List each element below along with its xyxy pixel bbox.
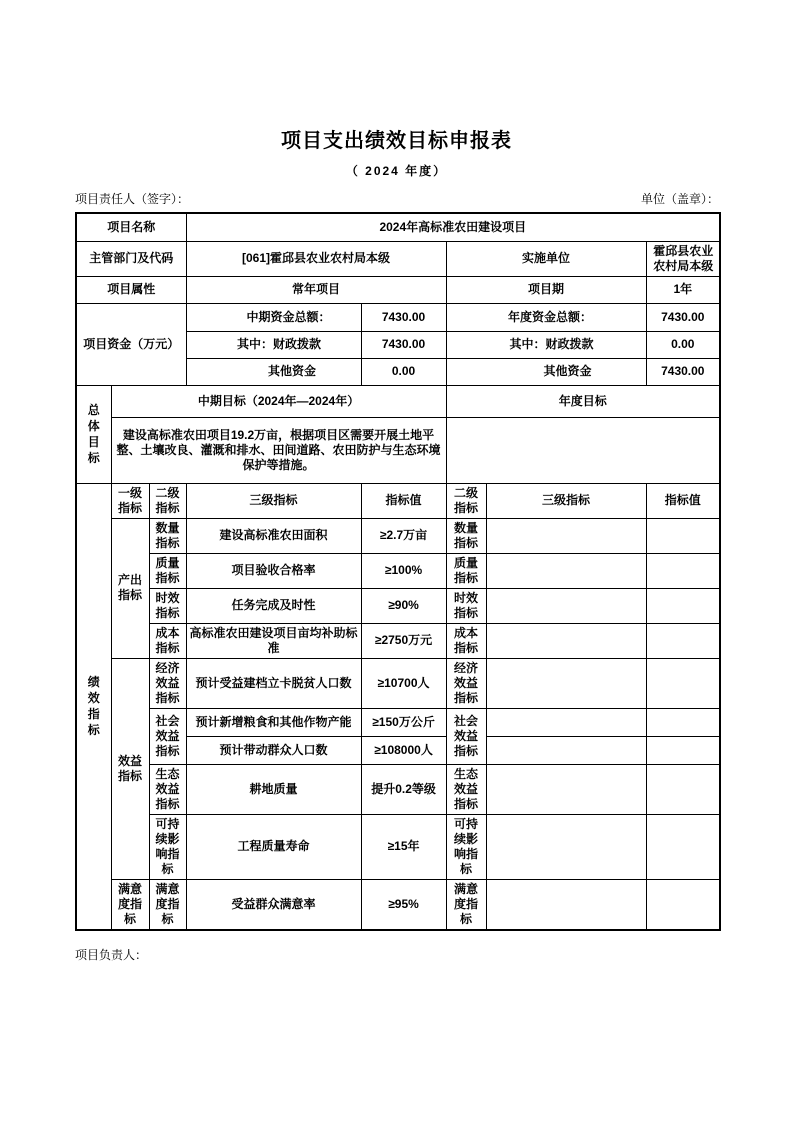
sub-indicator-left: 成本指标 <box>149 623 186 658</box>
indicator-value-left: ≥150万公斤 <box>361 708 446 736</box>
fund-year-total-label: 年度资金总额： <box>446 303 646 331</box>
indicator-name-right <box>486 658 646 708</box>
sub-indicator-left: 可持续影响指标 <box>149 814 186 879</box>
form-year-subtitle: （ 2024 年度） <box>345 164 448 178</box>
indicator-value-right <box>646 764 720 814</box>
indicator-value-left: ≥108000人 <box>361 736 446 764</box>
indicator-name-right <box>486 518 646 553</box>
sub-indicator-right: 时效指标 <box>446 588 486 623</box>
indicator-name-left: 高标准农田建设项目亩均补助标准 <box>186 623 361 658</box>
indicator-value-left: ≥2.7万亩 <box>361 518 446 553</box>
sub-indicator-left: 满意度指标 <box>149 879 186 930</box>
indicator-name-left: 预计受益建档立卡脱贫人口数 <box>186 658 361 708</box>
indicator-value-left: ≥10700人 <box>361 658 446 708</box>
indicator-value-left: ≥95% <box>361 879 446 930</box>
sub-indicator-right: 满意度指标 <box>446 879 486 930</box>
indicator-name-left: 耕地质量 <box>186 764 361 814</box>
indicator-row <box>76 658 720 708</box>
responsible-person-sign-label: 项目责任人（签字）： <box>75 192 190 206</box>
indicator-name-right <box>486 588 646 623</box>
project-attr-label: 项目属性 <box>76 276 186 303</box>
indicator-value-right <box>646 553 720 588</box>
group-output-label: 产出指标 <box>111 518 149 658</box>
fund-year-fiscal-value: 0.00 <box>646 331 720 358</box>
header-level2-left: 二级指标 <box>149 483 186 518</box>
indicator-name-left: 预计新增粮食和其他作物产能 <box>186 708 361 736</box>
indicator-name-right <box>486 764 646 814</box>
indicator-name-right <box>486 553 646 588</box>
mid-goal-text: 建设高标准农田项目19.2万亩，根据项目区需要开展土地平整、土壤改良、灌溉和排水、田间道路、农田防护与生态环境保护等措施。 <box>111 417 446 483</box>
impl-unit-label: 实施单位 <box>446 241 646 276</box>
header-level3-left: 三级指标 <box>186 483 361 518</box>
fund-mid-other-value: 0.00 <box>361 358 446 385</box>
fund-mid-other-label: 其他资金 <box>186 358 361 385</box>
sub-indicator-right: 质量指标 <box>446 553 486 588</box>
group-benefit-label: 效益指标 <box>111 658 149 879</box>
year-goal-header: 年度目标 <box>446 385 720 417</box>
sub-indicator-left: 数量指标 <box>149 518 186 553</box>
indicator-row <box>76 623 720 658</box>
dept-code-label: 主管部门及代码 <box>76 241 186 276</box>
indicator-value-right <box>646 736 720 764</box>
header-level2-right: 二级指标 <box>446 483 486 518</box>
indicator-value-right <box>646 518 720 553</box>
project-period-label: 项目期 <box>446 276 646 303</box>
indicator-value-left: ≥15年 <box>361 814 446 879</box>
indicator-name-left: 受益群众满意率 <box>186 879 361 930</box>
indicator-value-right <box>646 623 720 658</box>
unit-seal-label: 单位（盖章）： <box>640 192 719 206</box>
sub-indicator-left: 经济效益指标 <box>149 658 186 708</box>
project-attr-value: 常年项目 <box>186 276 446 303</box>
impl-unit-value: 霍邱县农业农村局本级 <box>646 241 720 276</box>
sub-indicator-right: 成本指标 <box>446 623 486 658</box>
indicator-name-left: 工程质量寿命 <box>186 814 361 879</box>
fund-year-total-value: 7430.00 <box>646 303 720 331</box>
sub-indicator-right: 数量指标 <box>446 518 486 553</box>
indicator-value-right <box>646 658 720 708</box>
indicator-name-left: 预计带动群众人口数 <box>186 736 361 764</box>
group-satisfaction-label: 满意度指标 <box>111 879 149 930</box>
indicator-name-right <box>486 623 646 658</box>
sub-indicator-left: 生态效益指标 <box>149 764 186 814</box>
indicator-name-left: 项目验收合格率 <box>186 553 361 588</box>
signature-row <box>75 190 719 207</box>
fund-year-other-value: 7430.00 <box>646 358 720 385</box>
sub-indicator-left: 时效指标 <box>149 588 186 623</box>
header-value-left: 指标值 <box>361 483 446 518</box>
indicator-value-right <box>646 814 720 879</box>
fund-mid-total-value: 7430.00 <box>361 303 446 331</box>
sub-indicator-right: 生态效益指标 <box>446 764 486 814</box>
indicator-value-left: ≥100% <box>361 553 446 588</box>
sub-indicator-right: 可持续影响指标 <box>446 814 486 879</box>
indicator-row <box>76 764 720 814</box>
sub-indicator-right: 经济效益指标 <box>446 658 486 708</box>
fund-mid-total-label: 中期资金总额： <box>186 303 361 331</box>
header-level1: 一级指标 <box>111 483 149 518</box>
sub-indicator-right: 社会效益指标 <box>446 708 486 764</box>
sub-indicator-left: 质量指标 <box>149 553 186 588</box>
project-name-value: 2024年高标准农田建设项目 <box>186 213 720 241</box>
indicator-name-right <box>486 708 646 736</box>
project-period-value: 1年 <box>646 276 720 303</box>
indicator-name-right <box>486 736 646 764</box>
declaration-table <box>75 212 721 931</box>
indicator-value-right <box>646 708 720 736</box>
project-manager-label: 项目负责人： <box>75 947 148 962</box>
mid-goal-header: 中期目标（2024年—2024年） <box>111 385 446 417</box>
indicator-row <box>76 879 720 930</box>
indicator-value-left: 提升0.2等级 <box>361 764 446 814</box>
overall-goal-label: 总体目标 <box>76 385 111 483</box>
indicator-name-left: 建设高标准农田面积 <box>186 518 361 553</box>
year-goal-text <box>446 417 720 483</box>
header-value-right: 指标值 <box>646 483 720 518</box>
perf-section-label: 绩效指标 <box>76 483 111 930</box>
fund-section-label: 项目资金（万元） <box>76 303 186 385</box>
indicator-value-right <box>646 588 720 623</box>
indicator-name-left: 任务完成及时性 <box>186 588 361 623</box>
indicator-row <box>76 553 720 588</box>
indicator-row <box>76 518 720 553</box>
form-title: 项目支出绩效目标申报表 <box>281 130 512 152</box>
fund-mid-fiscal-label: 其中：财政拨款 <box>186 331 361 358</box>
sub-indicator-left: 社会效益指标 <box>149 708 186 764</box>
indicator-name-right <box>486 879 646 930</box>
indicator-name-right <box>486 814 646 879</box>
dept-code-value: [061]霍邱县农业农村局本级 <box>186 241 446 276</box>
fund-year-other-label: 其他资金 <box>446 358 646 385</box>
header-level3-right: 三级指标 <box>486 483 646 518</box>
fund-year-fiscal-label: 其中：财政拨款 <box>446 331 646 358</box>
indicator-row <box>76 588 720 623</box>
indicator-value-right <box>646 879 720 930</box>
indicator-row <box>76 708 720 736</box>
project-name-label: 项目名称 <box>76 213 186 241</box>
indicator-row <box>76 814 720 879</box>
fund-mid-fiscal-value: 7430.00 <box>361 331 446 358</box>
indicator-value-left: ≥2750万元 <box>361 623 446 658</box>
indicator-value-left: ≥90% <box>361 588 446 623</box>
